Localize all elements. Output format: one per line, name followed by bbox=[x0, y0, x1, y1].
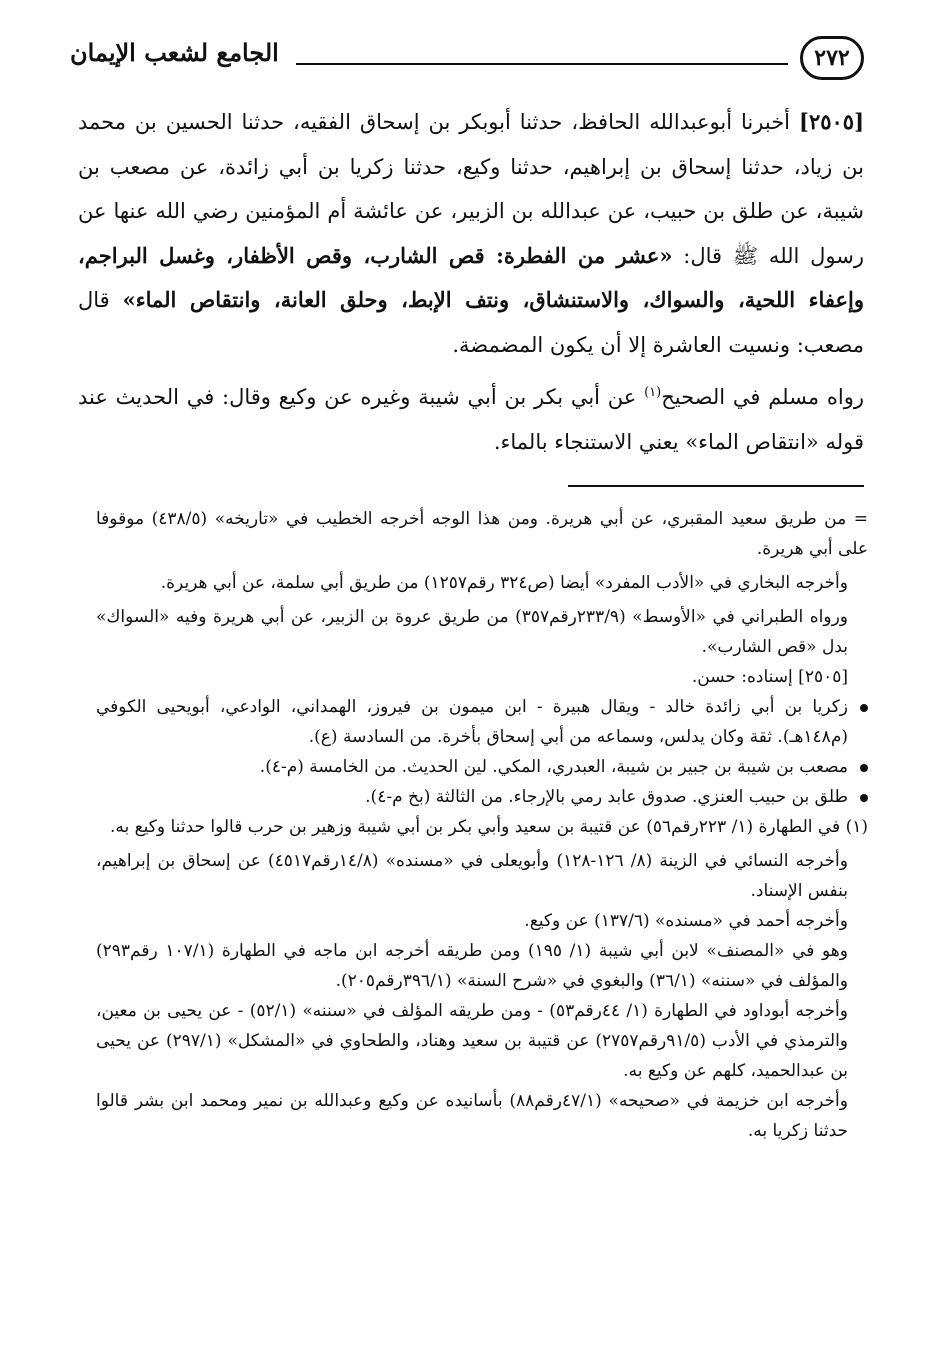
footnote-1-line-3: وأخرجه أحمد في «مسنده» (١٣٧/٦) عن وكيع. bbox=[524, 911, 848, 931]
footnotes bbox=[96, 504, 868, 1146]
book-title: الجامع لشعب الإيمان bbox=[70, 38, 279, 67]
bullet-icon bbox=[860, 704, 868, 712]
hadith-chain: أخبرنا أبوعبدالله الحافظ، حدثنا أبوبكر بن إسحاق الفقيه، حدثنا الحسين بن محمد بن زياد، حدثنا إسحاق بن إبراهيم، حدثنا وكيع، حدثنا زكريا بن أبي زائدة، عن مصعب بن شيبة، عن طلق بن حبيب، عن عبدالله بن الزبير، عن عائشة أم المؤمنين رضي الله عنها عن رسول الله ﷺ قال: bbox=[78, 110, 864, 268]
narrator-item bbox=[96, 782, 868, 812]
footnote-1-line-4: وهو في «المصنف» لابن أبي شيبة (١/ ١٩٥) ومن طريقه أخرجه ابن ماجه في الطهارة (١٠٧/١ رقم٢٩٣) والمؤلف في «سننه» (٣٦/١) والبغوي في «شرح السنة» (٣٩٦/١رقم٢٠٥). bbox=[96, 941, 848, 991]
footnote-continuation-2: وأخرجه البخاري في «الأدب المفرد» أيضا (ص٣٢٤ رقم١٢٥٧) من طريق أبي سلمة، عن أبي هريرة. bbox=[160, 573, 848, 593]
footnote-1-line-2: وأخرجه النسائي في الزينة (٨/ ١٢٦-١٢٨) وأبويعلى في «مسنده» (١٤/٨رقم٤٥١٧) عن إسحاق بن إبراهيم، بنفس الإسناد. bbox=[96, 851, 848, 901]
footnote-1-line-6: وأخرجه ابن خزيمة في «صحيحه» (٤٧/١رقم٨٨) بأسانيده عن وكيع وعبدالله بن نمير ومحمد ابن بشر قالوا حدثنا زكريا به. bbox=[96, 1091, 848, 1141]
main-text bbox=[78, 100, 864, 464]
page-header bbox=[70, 30, 864, 90]
summary-text-1: رواه مسلم في الصحيح bbox=[661, 385, 864, 409]
hadith-comment: قال مصعب: ونسيت العاشرة إلا أن يكون المضمضة. bbox=[78, 288, 864, 357]
narrator-item bbox=[96, 692, 868, 752]
narrator-item bbox=[96, 752, 868, 782]
footnote-1: (١) في الطهارة (١/ ٢٢٣رقم٥٦) عن قتيبة بن سعيد وأبي بكر بن أبي شيبة وزهير بن حرب قالوا حدثنا وكيع به. bbox=[109, 817, 868, 837]
hadith-number: [٢٥٠٥] bbox=[799, 109, 864, 134]
bullet-icon bbox=[860, 794, 868, 802]
narrator-text: زكريا بن أبي زائدة خالد - ويقال هبيرة - ابن ميمون بن فيروز، الهمداني، الوادعي، أبويحيى الكوفي (م١٤٨هـ). ثقة وكان يدلس، وسماعه من أبي إسحاق بأخرة. من السادسة (ع). bbox=[96, 697, 848, 747]
summary-paragraph bbox=[78, 375, 864, 464]
summary-text-2: عن أبي بكر بن أبي شيبة وغيره عن وكيع وقال: في الحديث عند قوله «انتقاص الماء» يعني الاستنجاء بالماء. bbox=[78, 385, 864, 454]
narrator-text: طلق بن حبيب العنزي. صدوق عابد رمي بالإرجاء. من الثالثة (بخ م-٤). bbox=[365, 787, 848, 807]
bullet-icon bbox=[860, 764, 868, 772]
footnote-1-line-5: وأخرجه أبوداود في الطهارة (١/ ٤٤رقم٥٣) - ومن طريقه المؤلف في «سننه» (٥٢/١) - عن يحيى بن معين، والترمذي في الأدب (٩١/٥رقم٢٧٥٧) عن قتيبة بن سعيد وهناد، والطحاوي في «المشكل» (٢٩٧/١) عن يحيى بن عبدالحميد، كلهم عن وكيع به. bbox=[96, 1001, 849, 1081]
footnote-ref[interactable]: (١) bbox=[644, 385, 662, 400]
hadith-matn: «عشر من الفطرة: قص الشارب، وقص الأظفار، وغسل البراجم، وإعفاء اللحية، والسواك، والاستنشاق، ونتف الإبط، وحلق العانة، وانتقاص الماء» bbox=[78, 242, 864, 312]
hadith-paragraph bbox=[78, 100, 864, 367]
isnad-title: [٢٥٠٥] إسناده: حسن. bbox=[691, 667, 848, 687]
footnote-continuation-1: = من طريق سعيد المقبري، عن أبي هريرة. ومن هذا الوجه أخرجه الخطيب في «تاريخه» (٤٣٨/٥) موقوفا على أبي هريرة. bbox=[96, 509, 869, 559]
page-number: ٢٧٢ bbox=[800, 36, 864, 80]
footnote-continuation-3: ورواه الطبراني في «الأوسط» (٢٣٣/٩رقم٣٥٧) من طريق عروة بن الزبير، عن أبي هريرة وفيه «السواك» بدل «قص الشارب». bbox=[96, 607, 848, 657]
narrator-text: مصعب بن شيبة بن جبير بن شيبة، العبدري، المكي. لين الحديث. من الخامسة (م-٤). bbox=[259, 757, 848, 777]
header-rule bbox=[296, 63, 788, 65]
footnote-rule bbox=[568, 485, 864, 487]
